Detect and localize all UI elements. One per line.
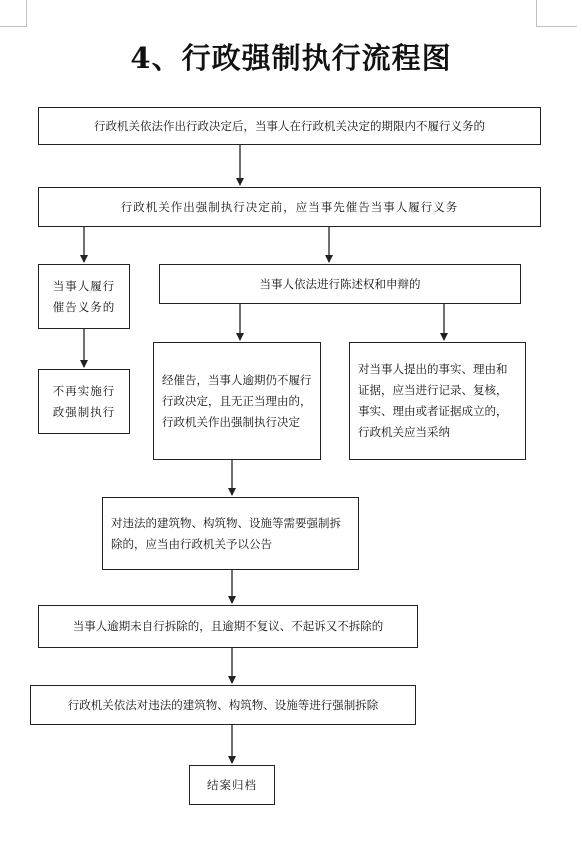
step-box-8 [102,497,359,570]
step-text-8: 对违法的建筑物、构筑物、设施等需要强制拆除的，应当由行政机关予以公告 [111,515,341,551]
step-box-2 [38,187,541,227]
step-box-10 [30,685,416,725]
step-text-4: 当事人依法进行陈述权和申辩的 [259,276,421,291]
step-text-6: 经催告，当事人逾期仍不履行行政决定，且无正当理由的，行政机关作出强制执行决定 [162,372,312,429]
step-box-1 [38,107,541,145]
step-box-4 [159,264,521,304]
step-box-6 [153,342,321,460]
step-text-5: 不再实施行政强制执行 [52,383,116,419]
step-text-11: 结案归档 [207,777,257,792]
step-text-2: 行政机关作出强制执行决定前，应当事先催告当事人履行义务 [120,199,459,214]
step-text-7: 对当事人提出的事实、理由和证据，应当进行记录、复核，事实、理由或者证据成立的，行政机关应当采纳 [358,362,508,439]
step-text-1: 行政机关依法作出行政决定后，当事人在行政机关决定的期限内不履行义务的 [94,118,485,133]
step-box-7 [349,342,526,460]
step-box-11 [189,765,275,805]
diagram-title: 4、行政强制执行流程图 [130,41,452,75]
step-text-3: 当事人履行催告义务的 [52,278,116,314]
step-text-10: 行政机关依法对违法的建筑物、构筑物、设施等进行强制拆除 [67,697,379,712]
step-box-9 [38,605,418,648]
step-box-5 [38,369,130,434]
step-box-3 [38,264,130,329]
step-text-9: 当事人逾期未自行拆除的，且逾期不复议、不起诉又不拆除的 [72,619,384,633]
